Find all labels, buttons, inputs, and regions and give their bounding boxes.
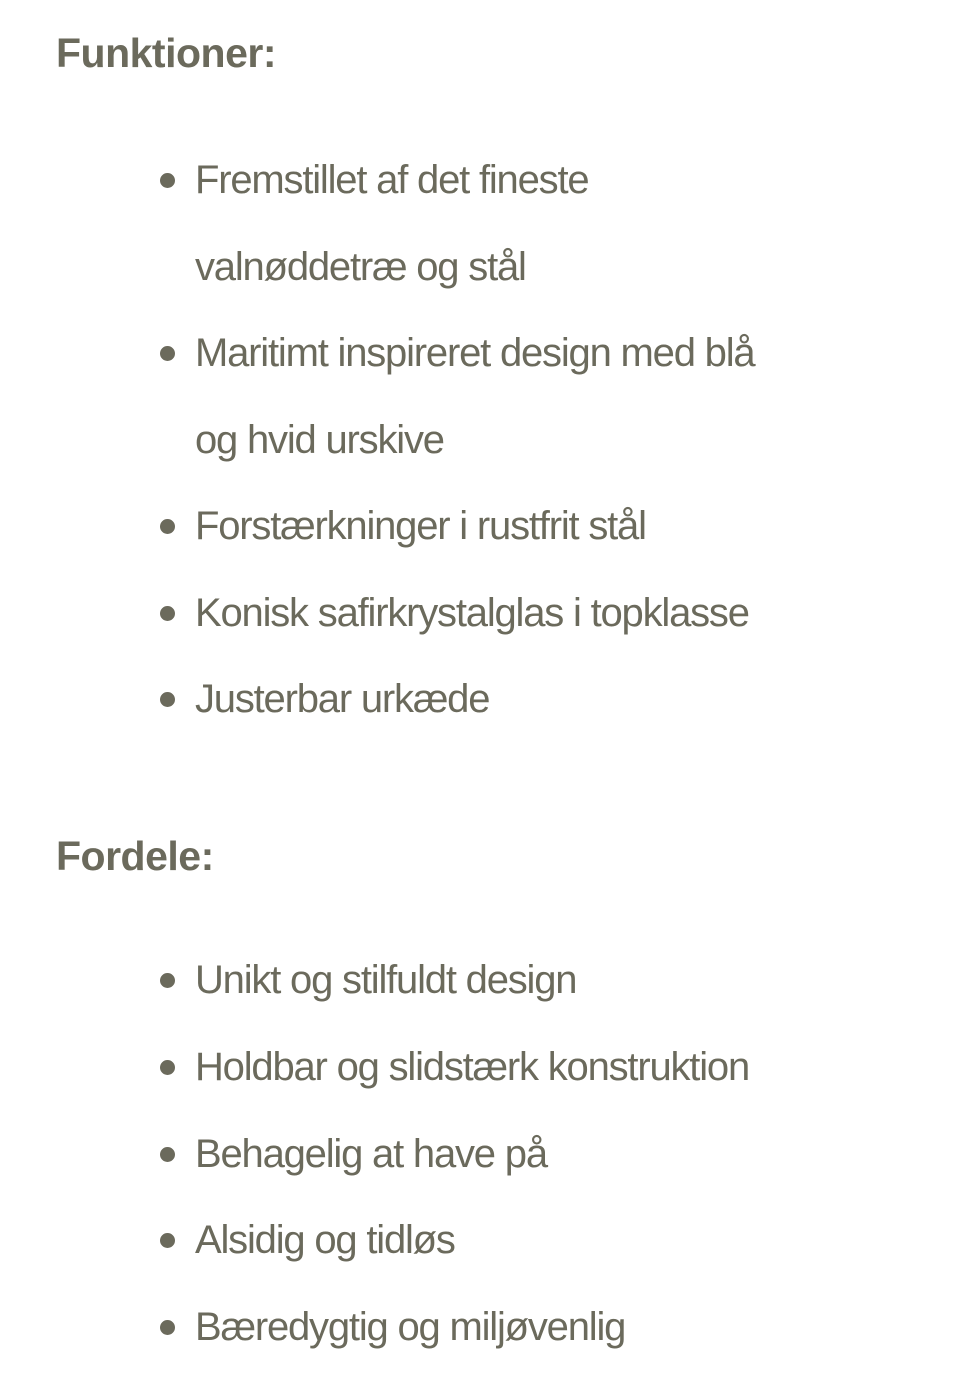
list-item-text-continued: valnøddetræ og stål [195,245,526,289]
list-item-text: Behagelig at have på [195,1132,547,1176]
bullet-icon [160,973,175,988]
bullet-icon [160,692,175,707]
bullet-icon [160,346,175,361]
bullet-icon [160,1060,175,1075]
list-item-text: Alsidig og tidløs [195,1218,455,1262]
bullet-icon [160,606,175,621]
bullet-icon [160,519,175,534]
bullet-icon [160,1147,175,1162]
list-item-text: Unikt og stilfuldt design [195,958,577,1002]
section-heading-fordele: Fordele: [56,833,214,879]
list-item-text: Forstærkninger i rustfrit stål [195,504,646,548]
list-item-text: Justerbar urkæde [195,677,490,721]
bullet-icon [160,1233,175,1248]
list-item-text: Holdbar og slidstærk konstruktion [195,1045,749,1089]
bullet-icon [160,173,175,188]
list-item-text: Maritimt inspireret design med blå [195,331,755,375]
bullet-icon [160,1320,175,1335]
section-heading-funktioner: Funktioner: [56,30,276,76]
list-item-text: Bæredygtig og miljøvenlig [195,1305,626,1349]
list-item-text-continued: og hvid urskive [195,418,444,462]
list-item-text: Fremstillet af det fineste [195,158,589,202]
list-item-text: Konisk safirkrystalglas i topklasse [195,591,749,635]
